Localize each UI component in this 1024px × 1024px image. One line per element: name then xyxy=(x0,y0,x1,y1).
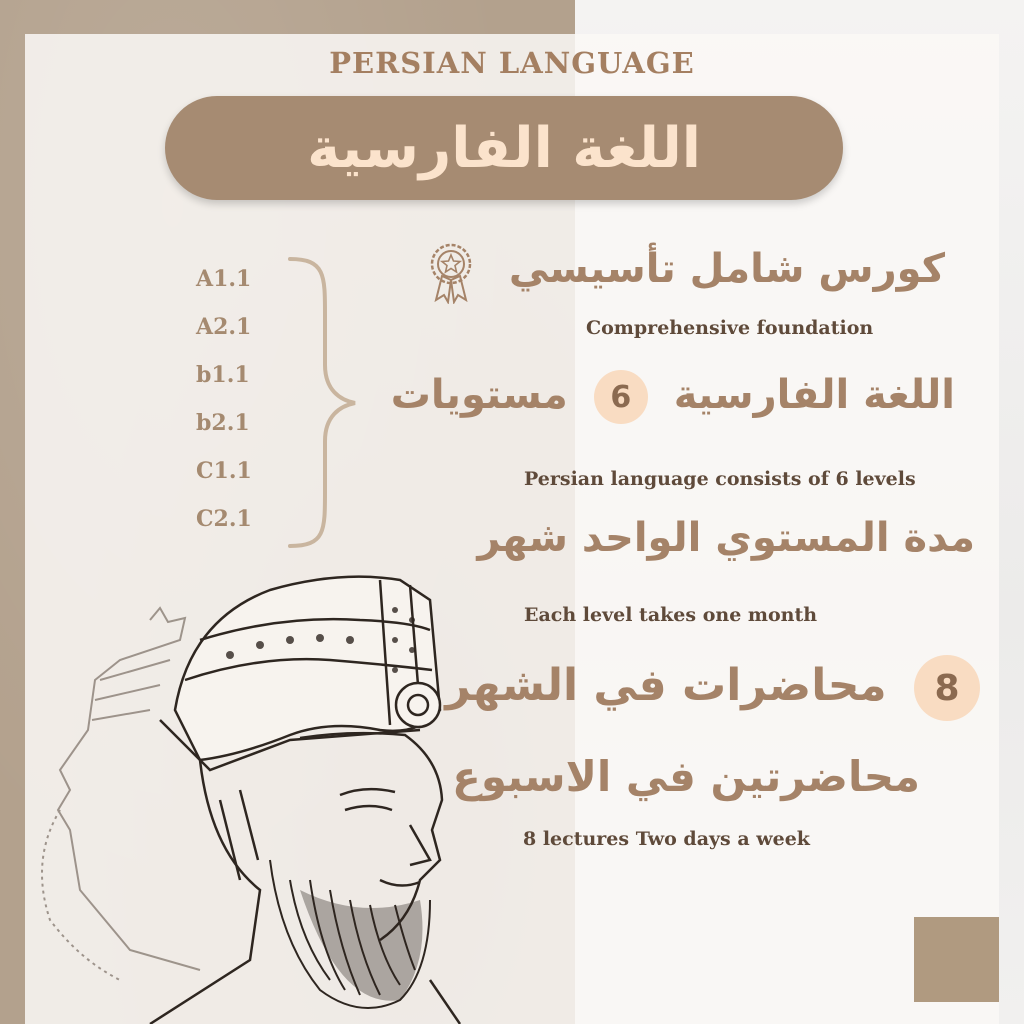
levels-arabic-left: مستويات xyxy=(390,372,568,418)
lectures-arabic: محاضرات في الشهر xyxy=(445,660,887,711)
levels-english: Persian language consists of 6 levels xyxy=(524,468,916,490)
level-item: C2.1 xyxy=(196,506,252,532)
level-item: C1.1 xyxy=(196,458,252,484)
level-item: b2.1 xyxy=(196,410,250,436)
title-pill xyxy=(165,96,843,200)
lectures-count: 8 xyxy=(934,667,960,709)
level-item: b1.1 xyxy=(196,362,250,388)
lectures-english: 8 lectures Two days a week xyxy=(523,828,810,850)
levels-count-badge xyxy=(594,370,648,424)
lectures-count-badge xyxy=(914,655,980,721)
corner-decoration xyxy=(914,917,999,1002)
persian-king-portrait xyxy=(0,560,470,1024)
levels-arabic-line xyxy=(370,370,955,424)
duration-english: Each level takes one month xyxy=(524,604,818,626)
title-arabic: اللغة الفارسية xyxy=(307,115,701,181)
levels-arabic-right: اللغة الفارسية xyxy=(673,372,955,418)
course-arabic: كورس شامل تأسيسي xyxy=(508,246,945,292)
level-item: A2.1 xyxy=(196,314,252,340)
duration-arabic: مدة المستوي الواحد شهر xyxy=(477,515,975,561)
weekly-arabic: محاضرتين في الاسبوع xyxy=(452,752,920,801)
level-item: A1.1 xyxy=(196,266,252,292)
lectures-arabic-line xyxy=(440,655,980,721)
levels-list xyxy=(196,255,276,543)
curly-brace-icon xyxy=(285,255,365,550)
course-english: Comprehensive foundation xyxy=(586,317,874,339)
award-badge-icon xyxy=(428,240,474,304)
title-english: PERSIAN LANGUAGE xyxy=(329,46,695,80)
levels-count: 6 xyxy=(610,379,632,415)
